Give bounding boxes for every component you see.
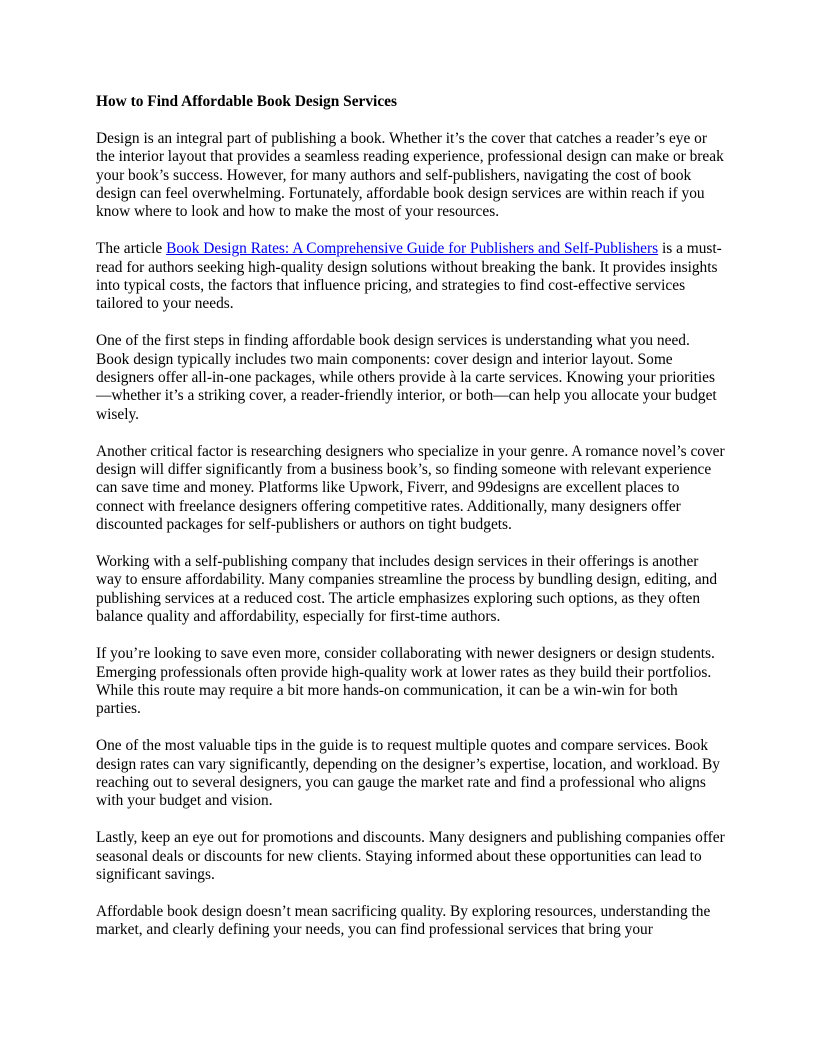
paragraph-article-link xyxy=(96,240,726,314)
paragraph-promotions: Lastly, keep an eye out for promotions and discounts. Many designers and publishing companies offer seasonal deals or discounts for new clients. Staying informed about these opportunities can lead to significant savings. xyxy=(96,829,725,883)
paragraph-article-after: is a must-read for authors seeking high-quality design solutions without breaking the bank. It provides insights into typical costs, the factors that influence pricing, and strategies to find cost-effective services tailored to your needs. xyxy=(96,240,722,313)
article-link[interactable]: Book Design Rates: A Comprehensive Guide for Publishers and Self-Publishers xyxy=(166,240,659,258)
paragraph-self-publishing: Working with a self-publishing company that includes design services in their offerings is another way to ensure affordability. Many companies streamline the process by bundling design, editing, and publishing services at a reduced cost. The article emphasizes exploring such options, as they often balance quality and affordability, especially for first-time authors. xyxy=(96,553,718,626)
document-title: How to Find Affordable Book Design Services xyxy=(96,93,397,110)
document-page xyxy=(96,93,726,958)
paragraph-newer-designers: If you’re looking to save even more, consider collaborating with newer designers or design students. Emerging professionals often provide high-quality work at lower rates as they build their portfolios. While this route may require a bit more hands-on communication, it can be a win-win for both parties. xyxy=(96,645,715,718)
paragraph-article-before: The article xyxy=(96,240,167,258)
paragraph-quotes: One of the most valuable tips in the guide is to request multiple quotes and compare services. Book design rates can vary significantly, depending on the designer’s expertise, location, and workload. By reaching out to several designers, you can gauge the market rate and find a professional who aligns with your budget and vision. xyxy=(96,737,721,810)
paragraph-intro: Design is an integral part of publishing a book. Whether it’s the cover that catches a reader’s eye or the interior layout that provides a seamless reading experience, professional design can make or break your book’s success. However, for many authors and self-publishers, navigating the cost of book design can feel overwhelming. Fortunately, affordable book design services are within reach if you know where to look and how to make the most of your resources. xyxy=(96,129,724,221)
paragraph-needs: One of the first steps in finding affordable book design services is understanding what you need. Book design typically includes two main components: cover design and interior layout. Some designers offer all-in-one packages, while others provide à la carte services. Knowing your priorities—whether it’s a striking cover, a reader-friendly interior, or both—can help you allocate your budget wisely. xyxy=(96,332,717,423)
paragraph-conclusion: Affordable book design doesn’t mean sacrificing quality. By exploring resources, understanding the market, and clearly defining your needs, you can find professional services that bring your xyxy=(96,902,711,939)
paragraph-genre: Another critical factor is researching designers who specialize in your genre. A romance novel’s cover design will differ significantly from a business book’s, so finding someone with relevant experience can save time and money. Platforms like Upwork, Fiverr, and 99designs are excellent places to connect with freelance designers offering competitive rates. Additionally, many designers offer discounted packages for self-publishers or authors on tight budgets. xyxy=(96,442,725,534)
